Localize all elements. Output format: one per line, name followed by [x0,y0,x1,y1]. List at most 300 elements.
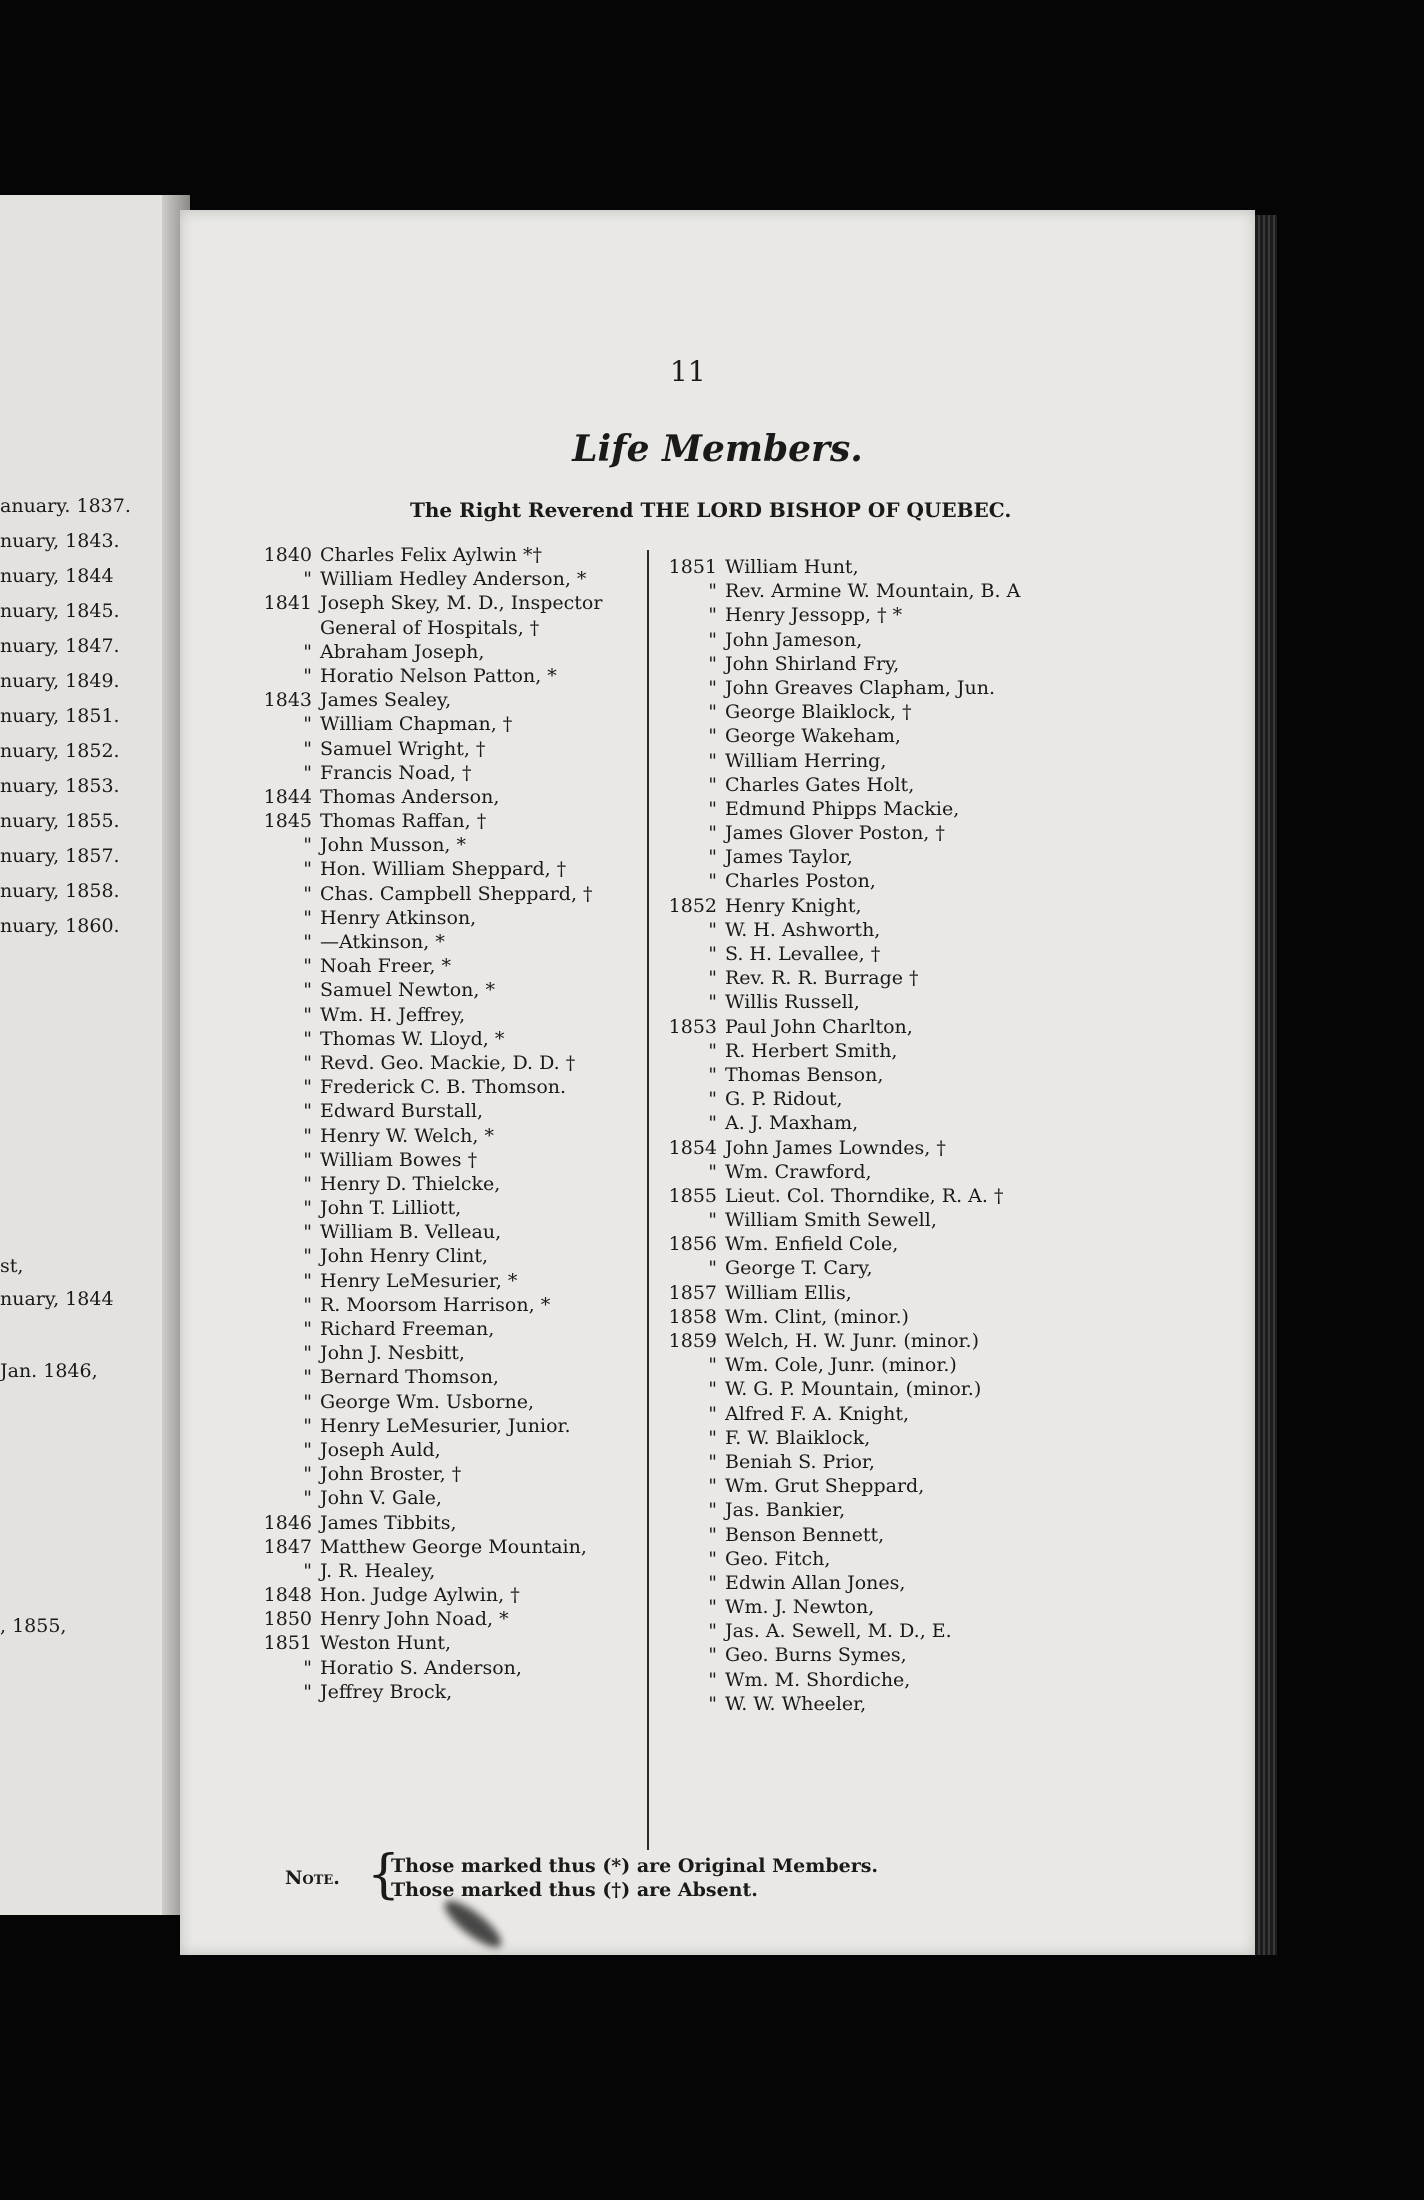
member-name: Thomas W. Lloyd, * [320,1027,505,1050]
page-heading: Life Members. [572,428,863,470]
member-name: William Herring, [725,749,887,772]
member-name: Wm. Clint, (minor.) [725,1305,909,1328]
member-entry [260,1003,602,1027]
member-entry [665,1523,1020,1547]
member-entry [665,821,1020,845]
member-name: John J. Nesbitt, [320,1342,465,1365]
member-year: " [303,1100,312,1123]
member-entry [260,1656,602,1680]
member-year: " [708,846,717,869]
member-year: " [708,1039,717,1062]
left-page-fragment: nuary, 1847. [0,635,120,657]
member-entry [260,1607,602,1631]
member-entry [665,1619,1020,1643]
member-year: 1846 [263,1511,312,1534]
member-entry [665,894,1020,918]
member-name: George Wm. Usborne, [320,1390,534,1413]
member-name: Wm. Cole, Junr. (minor.) [725,1354,957,1377]
member-year: " [303,1148,312,1171]
member-year: " [708,943,717,965]
member-entry [665,1208,1020,1232]
member-entry [665,773,1020,797]
member-year: " [303,1245,312,1268]
member-name: R. Moorsom Harrison, * [320,1293,551,1316]
member-year: " [303,737,312,760]
member-entry [665,1426,1020,1450]
member-entry [260,930,602,954]
document-page [180,210,1255,1955]
member-year: " [303,1680,312,1703]
member-entry [665,1571,1020,1595]
member-year: 1850 [263,1608,312,1631]
member-name: Alfred F. A. Knight, [725,1402,910,1425]
member-entry [665,1111,1020,1135]
member-year: " [303,713,312,736]
member-entry [260,1293,602,1317]
member-name: Benson Bennett, [725,1523,885,1546]
member-year: " [708,918,717,941]
member-name: Samuel Wright, † [320,737,486,760]
member-name: John Greaves Clapham, Jun. [725,676,996,699]
member-name: Jas. Bankier, [725,1499,846,1522]
member-year: 1858 [668,1305,717,1328]
member-year: 1851 [263,1632,312,1655]
member-year: " [708,701,717,724]
member-year: 1847 [263,1535,312,1558]
member-year: 1859 [668,1330,717,1352]
member-year: " [708,1475,717,1498]
member-entry [665,1595,1020,1619]
member-year: 1841 [263,592,312,615]
member-name: Frederick C. B. Thomson. [320,1076,567,1099]
member-year: 1844 [263,785,312,808]
member-year: 1857 [668,1281,717,1304]
member-year: " [708,797,717,820]
member-year: " [708,1088,717,1111]
member-entry [260,1414,602,1438]
member-name: John Jameson, [725,628,863,651]
member-year: 1845 [263,810,312,833]
left-page-fragment: nuary, 1860. [0,915,120,937]
member-entry [665,1305,1020,1329]
member-name: Henry W. Welch, * [320,1124,494,1147]
member-name: Edmund Phipps Mackie, [725,797,960,820]
member-name: W. H. Ashworth, [725,918,881,941]
member-name: General of Hospitals, † [320,616,540,639]
member-year: " [303,931,312,953]
member-name: John V. Gale, [320,1487,442,1510]
member-entry [665,1402,1020,1426]
left-page-fragment: nuary, 1853. [0,775,120,797]
member-name: F. W. Blaiklock, [725,1426,871,1449]
member-entry [260,640,602,664]
member-entry [260,1075,602,1099]
member-entry [260,785,602,809]
member-year: " [303,1390,312,1413]
member-entry [665,942,1020,966]
member-year: " [708,749,717,772]
page-edge [1255,215,1277,1955]
member-year: " [303,1463,312,1486]
member-year: " [303,882,312,905]
member-entry [665,1136,1020,1160]
left-page-fragment: nuary, 1852. [0,740,120,762]
member-entry [260,688,602,712]
member-entry [260,1535,602,1559]
left-page-fragment: nuary, 1851. [0,705,120,727]
member-year: 1843 [263,689,312,712]
member-entry [665,603,1020,627]
member-name: Wm. H. Jeffrey, [320,1003,466,1026]
member-entry [260,1390,602,1414]
member-entry [665,579,1020,603]
member-year: " [303,858,312,881]
member-year: " [303,1124,312,1147]
member-year: " [708,773,717,796]
member-entry [260,567,602,591]
member-name: William Smith Sewell, [725,1209,937,1232]
page-number: 11 [670,355,706,388]
member-name: Willis Russell, [725,991,860,1014]
member-name: James Taylor, [725,846,853,869]
member-year: " [708,1596,717,1619]
left-page-fragment: nuary, 1845. [0,600,120,622]
left-page-fragment: nuary, 1849. [0,670,120,692]
member-name: —Atkinson, * [320,931,445,953]
member-entry [665,652,1020,676]
member-entry [665,1329,1020,1353]
member-year: " [708,1402,717,1425]
member-name: Matthew George Mountain, [320,1535,587,1558]
note-original-members: Those marked thus (*) are Original Members. [391,1855,879,1877]
member-name: James Sealey, [320,689,452,712]
member-entry [665,1256,1020,1280]
member-entry [665,1498,1020,1522]
member-name: W. G. P. Mountain, (minor.) [725,1378,982,1401]
member-year: " [708,1378,717,1401]
member-entry [665,1643,1020,1667]
member-entry [260,1583,602,1607]
member-name: John Henry Clint, [320,1245,489,1268]
member-name: John Musson, * [320,834,467,857]
member-name: Wm. Grut Sheppard, [725,1475,925,1498]
member-year: " [708,822,717,845]
member-name: Wm. J. Newton, [725,1596,875,1619]
member-name: William Chapman, † [320,713,513,736]
member-year: " [303,1342,312,1365]
member-name: Rev. R. R. Burrage † [725,967,919,990]
member-entry [665,845,1020,869]
member-name: Richard Freeman, [320,1318,495,1340]
left-page-fragment: , 1855, [0,1615,67,1637]
member-year: " [303,1438,312,1461]
member-year: " [708,1571,717,1594]
member-entry [260,833,602,857]
member-entry [665,1377,1020,1401]
member-name: Bernard Thomson, [320,1366,499,1389]
member-name: Joseph Skey, M. D., Inspector [320,592,603,615]
member-entry [665,990,1020,1014]
member-entry [665,1668,1020,1692]
member-year: " [303,1269,312,1292]
member-name: William B. Velleau, [320,1221,502,1244]
left-page-fragment: nuary, 1843. [0,530,120,552]
member-entry [260,616,602,640]
member-year: " [303,906,312,929]
member-name: Henry Jessopp, † * [725,604,903,627]
member-entry [260,1631,602,1655]
member-year: " [708,991,717,1014]
member-name: Revd. Geo. Mackie, D. D. † [320,1051,576,1074]
note-absent-members: Those marked thus (†) are Absent. [391,1879,758,1901]
member-year: " [708,580,717,603]
member-entry [260,1244,602,1268]
member-entry [665,966,1020,990]
member-name: William Hedley Anderson, * [320,568,587,591]
member-entry [665,1474,1020,1498]
member-year: " [708,652,717,675]
member-year: " [708,1209,717,1232]
member-year: " [303,834,312,857]
member-name: John Shirland Fry, [725,652,900,675]
member-entry [260,1172,602,1196]
member-name: Thomas Benson, [725,1063,884,1086]
member-name: Welch, H. W. Junr. (minor.) [725,1330,979,1352]
member-name: Horatio S. Anderson, [320,1656,522,1679]
left-page-fragment: nuary, 1857. [0,845,120,867]
member-name: Joseph Auld, [320,1438,441,1461]
member-entry [260,857,602,881]
member-entry [665,724,1020,748]
member-year: " [708,628,717,651]
member-year: " [708,1523,717,1546]
member-name: Rev. Armine W. Mountain, B. A [725,580,1021,603]
member-name: Henry D. Thielcke, [320,1172,501,1195]
member-year: 1856 [668,1233,717,1256]
left-page-fragment: Jan. 1846, [0,1360,98,1382]
member-year: " [303,1656,312,1679]
left-page-fragment: nuary, 1844 [0,565,114,587]
member-entry [665,676,1020,700]
member-year: " [303,664,312,687]
member-year: 1852 [668,894,717,917]
member-name: Lieut. Col. Thorndike, R. A. † [725,1184,1004,1207]
member-year: " [303,1172,312,1195]
members-column-right [665,555,1020,1716]
member-name: J. R. Healey, [320,1559,436,1582]
member-entry [665,1160,1020,1184]
member-name: George Wakeham, [725,725,901,748]
member-name: William Bowes † [320,1148,478,1171]
member-entry [665,797,1020,821]
member-name: Edward Burstall, [320,1100,484,1123]
member-entry [260,882,602,906]
member-year: 1851 [668,556,717,578]
member-entry [260,1051,602,1075]
member-name: John Broster, † [320,1463,462,1486]
member-year: " [303,1221,312,1244]
member-entry [260,591,602,615]
member-entry [260,1196,602,1220]
left-page-fragment: nuary, 1844 [0,1288,114,1310]
member-entry [665,869,1020,893]
member-name: W. W. Wheeler, [725,1692,867,1715]
member-entry [665,1353,1020,1377]
member-entry [665,1184,1020,1208]
member-name: Henry LeMesurier, Junior. [320,1414,571,1437]
member-entry [260,737,602,761]
member-year: " [303,1318,312,1340]
member-entry [665,1015,1020,1039]
member-entry [260,1365,602,1389]
member-entry [260,1559,602,1583]
member-name: Charles Gates Holt, [725,773,915,796]
member-entry [260,1511,602,1535]
member-entry [665,1692,1020,1716]
member-year: " [303,1003,312,1026]
member-name: William Hunt, [725,556,859,578]
member-year: " [708,1620,717,1643]
member-entry [665,1063,1020,1087]
member-year: " [303,640,312,663]
member-name: S. H. Levallee, † [725,943,881,965]
member-name: William Ellis, [725,1281,852,1304]
member-entry [665,555,1020,579]
member-entry [260,1438,602,1462]
member-name: John T. Lilliott, [320,1197,462,1220]
member-entry [260,761,602,785]
member-year: " [708,1547,717,1570]
member-entry [665,1547,1020,1571]
member-year: " [303,1487,312,1510]
member-entry [260,1124,602,1148]
note-label: Note. [285,1867,340,1889]
left-page-fragment: anuary. 1837. [0,495,131,517]
member-entry [260,906,602,930]
member-year: " [708,1450,717,1473]
member-year: " [303,1414,312,1437]
member-year: " [708,1112,717,1135]
member-entry [260,1099,602,1123]
member-year: " [708,1692,717,1715]
member-entry [260,1680,602,1704]
member-entry [260,1027,602,1051]
member-name: John James Lowndes, † [725,1136,946,1159]
member-entry [260,712,602,736]
member-name: Wm. M. Shordiche, [725,1668,911,1691]
member-year: " [303,761,312,784]
member-name: Noah Freer, * [320,955,451,978]
note-brace: { [367,1845,401,1905]
member-entry [260,954,602,978]
member-name: Horatio Nelson Patton, * [320,664,557,687]
member-entry [260,1486,602,1510]
member-year: " [303,979,312,1002]
column-divider [647,550,649,1850]
member-name: Edwin Allan Jones, [725,1571,906,1594]
member-year: " [303,1293,312,1316]
member-name: A. J. Maxham, [725,1112,859,1135]
member-name: Jeffrey Brock, [320,1680,453,1703]
member-name: Abraham Joseph, [320,640,485,663]
left-page [0,195,190,1915]
member-name: James Tibbits, [320,1511,457,1534]
member-year: 1855 [668,1184,717,1207]
member-entry [260,1220,602,1244]
member-entry [260,1341,602,1365]
member-year: " [708,1160,717,1183]
member-name: Jas. A. Sewell, M. D., E. [725,1620,952,1643]
member-year: " [708,676,717,699]
member-name: Henry LeMesurier, * [320,1269,518,1292]
member-name: Charles Poston, [725,870,876,893]
member-name: Weston Hunt, [320,1632,452,1655]
member-entry [665,700,1020,724]
left-page-fragment: nuary, 1858. [0,880,120,902]
member-name: Thomas Anderson, [320,785,500,808]
member-year: " [708,870,717,893]
member-name: Beniah S. Prior, [725,1450,875,1473]
member-year: " [708,1668,717,1691]
member-entry [665,628,1020,652]
member-year: " [303,1076,312,1099]
member-year: " [708,1063,717,1086]
member-year: " [708,1257,717,1280]
member-name: Charles Felix Aylwin *† [320,544,542,566]
member-name: Henry John Noad, * [320,1608,509,1631]
member-entry [665,749,1020,773]
member-year: 1853 [668,1015,717,1038]
member-name: Hon. William Sheppard, † [320,858,567,881]
member-year: " [708,1644,717,1667]
member-year: " [303,568,312,591]
member-year: 1840 [263,544,312,566]
member-entry [260,543,602,567]
member-entry [260,1148,602,1172]
member-year: " [303,1051,312,1074]
member-name: Wm. Enfield Cole, [725,1233,899,1256]
member-name: Geo. Burns Symes, [725,1644,907,1667]
member-name: George T. Cary, [725,1257,873,1280]
member-year: " [708,725,717,748]
member-year: " [303,1559,312,1582]
member-year: " [303,955,312,978]
member-name: Hon. Judge Aylwin, † [320,1584,520,1607]
member-entry [665,1450,1020,1474]
member-year: 1854 [668,1136,717,1159]
member-name: Geo. Fitch, [725,1547,831,1570]
member-name: Chas. Campbell Sheppard, † [320,882,593,905]
member-entry [260,809,602,833]
member-entry [665,1087,1020,1111]
member-entry [665,1039,1020,1063]
left-page-fragment: st, [0,1255,24,1277]
member-year: 1848 [263,1584,312,1607]
member-year: " [303,1366,312,1389]
member-name: Francis Noad, † [320,761,472,784]
member-entry [260,664,602,688]
member-entry [260,1462,602,1486]
member-name: Henry Knight, [725,894,862,917]
note-lines [391,1855,878,1903]
member-year: " [708,604,717,627]
left-page-fragment: nuary, 1855. [0,810,120,832]
member-name: Samuel Newton, * [320,979,495,1002]
member-year: " [303,1197,312,1220]
members-column-left [260,543,602,1704]
member-name: Paul John Charlton, [725,1015,913,1038]
member-year [260,616,320,640]
